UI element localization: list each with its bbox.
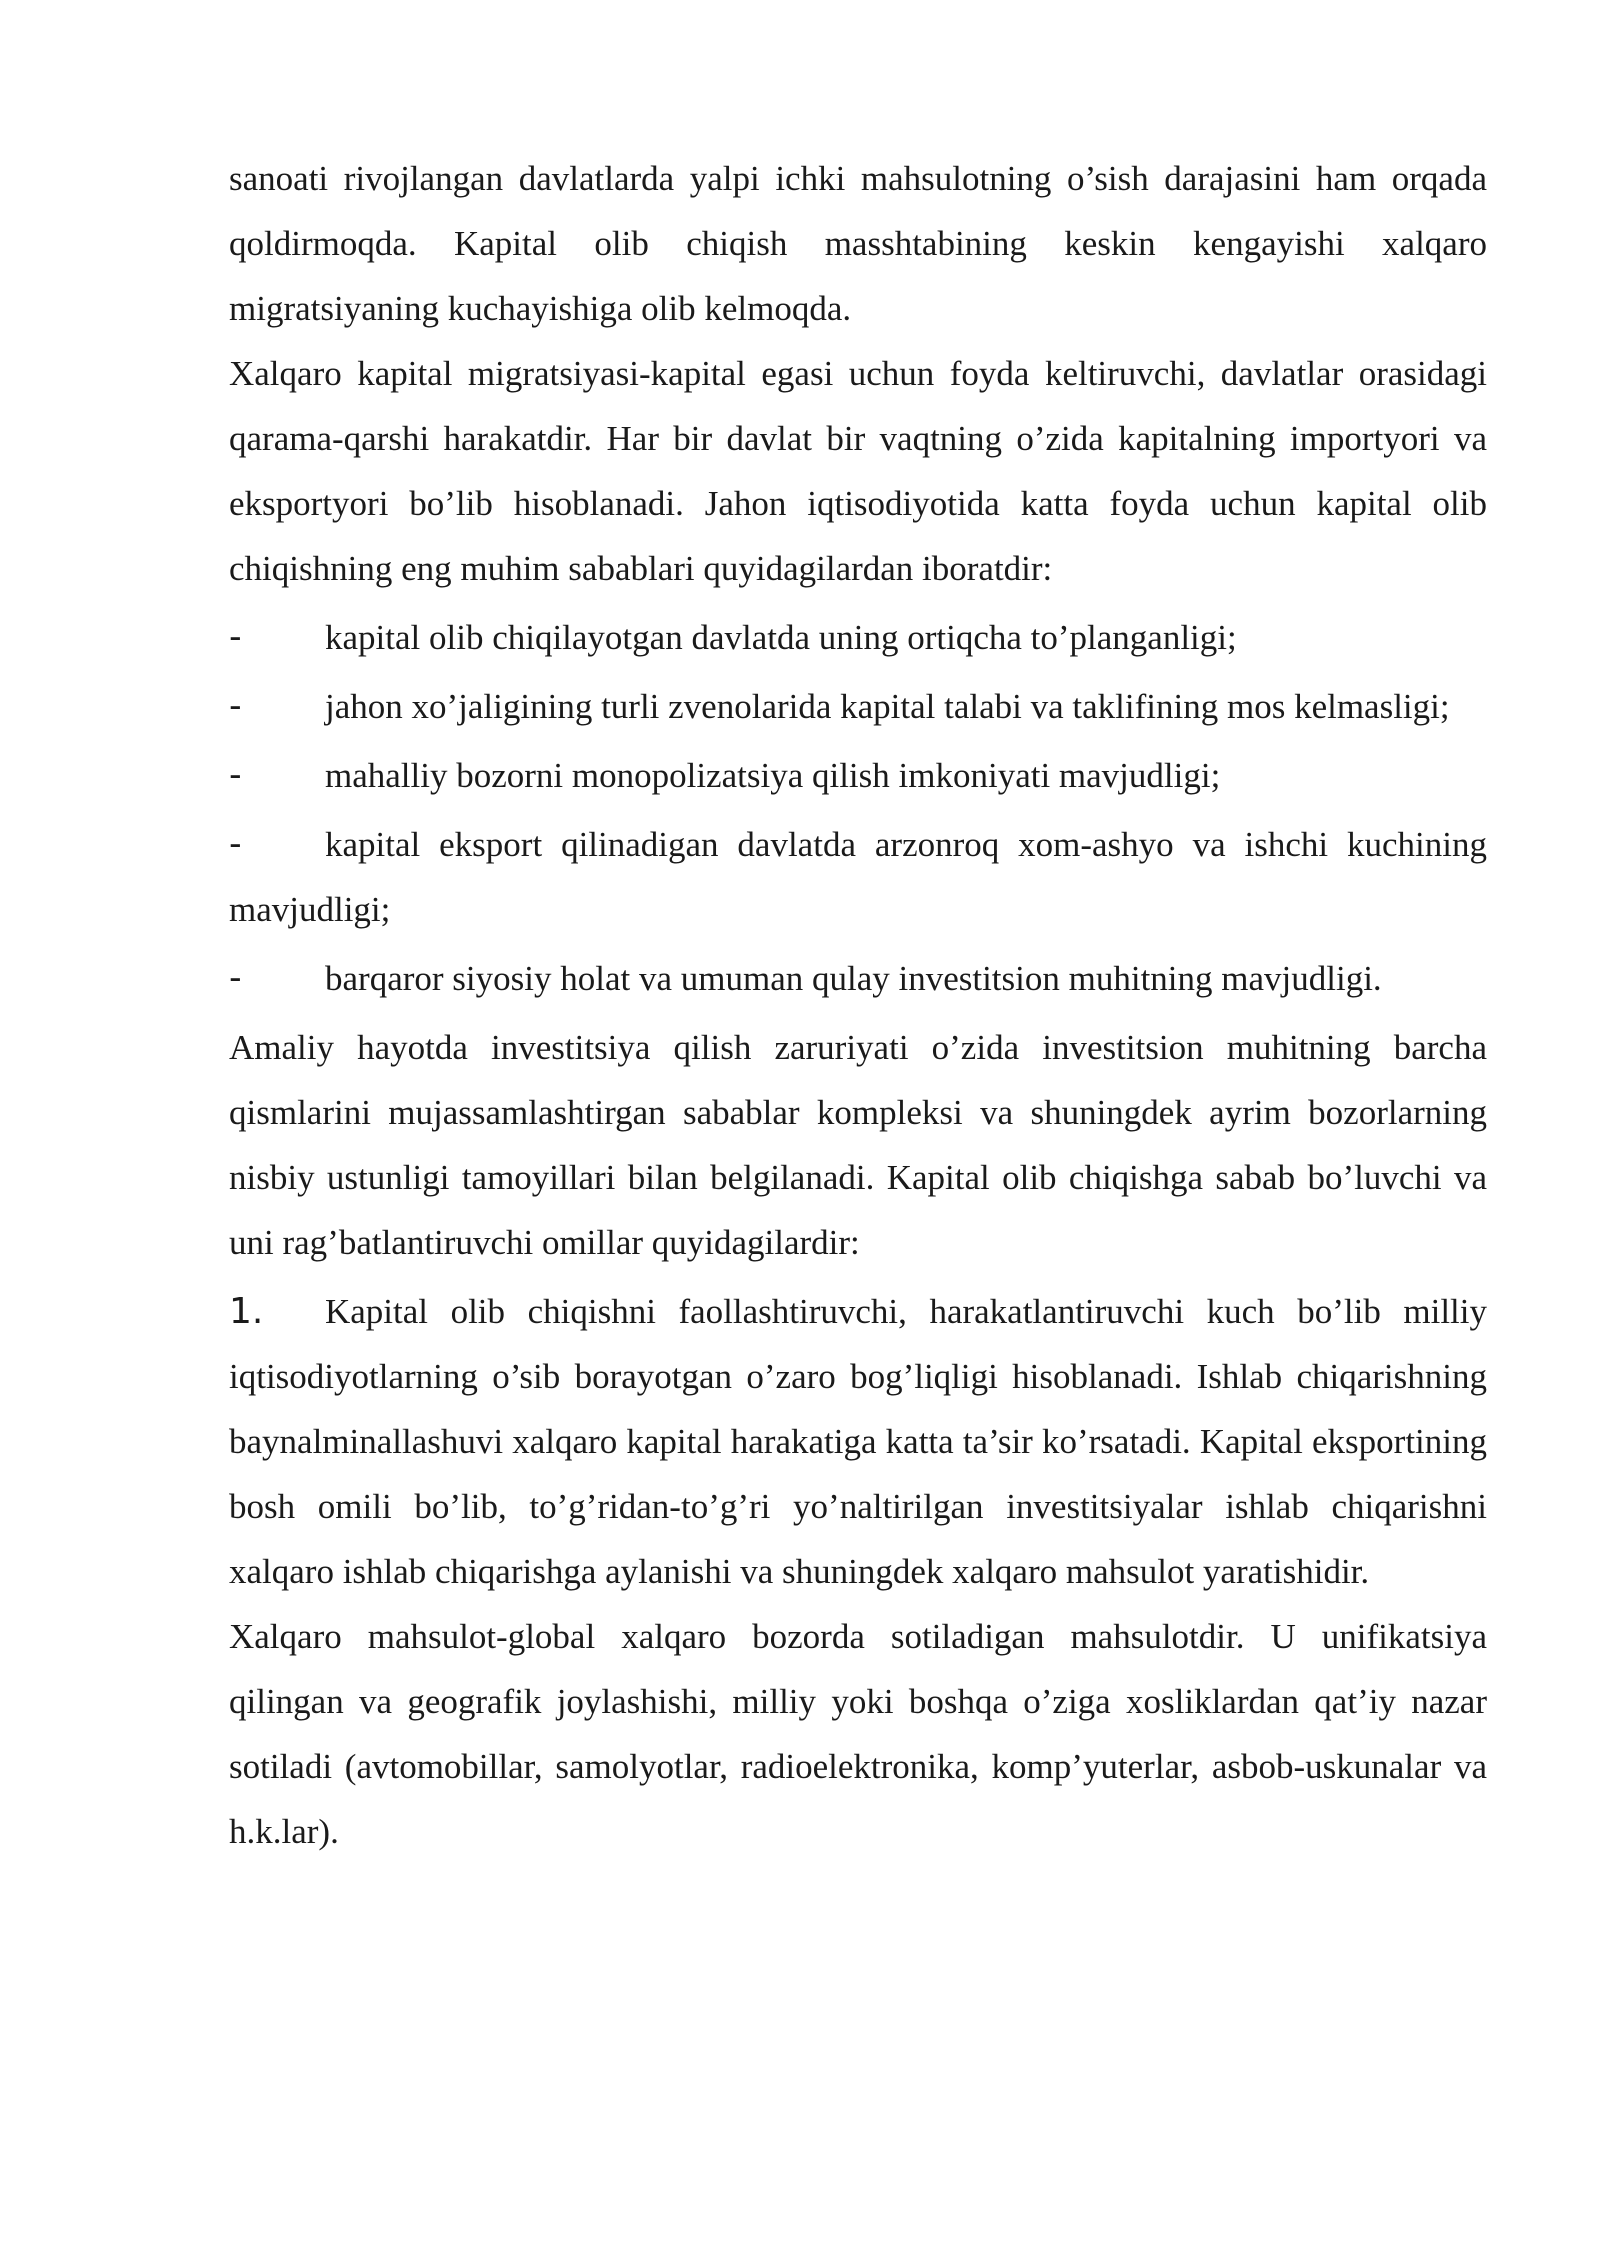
list-item <box>229 812 1487 942</box>
list-item <box>229 674 1487 739</box>
paragraph-intro: sanoati rivojlangan davlatlarda yalpi ichki mahsulotning o’sish darajasini ham orqada qoldirmoqda. Kapital olib chiqish masshtabining keskin kengayishi xalqaro migratsiyaning kuchayishiga olib kelmoqda. <box>229 159 1487 328</box>
numbered-item <box>229 1279 1487 1604</box>
dash-bullet: - <box>229 617 242 657</box>
dash-bullet: - <box>229 686 242 726</box>
list-item-text: jahon xo’jaligining turli zvenolarida kapital talabi va taklifining mos kelmasligi; <box>325 687 1450 726</box>
list-item-text: kapital eksport qilinadigan davlatda arzonroq xom-ashyo va ishchi kuchining mavjudligi; <box>229 825 1487 929</box>
paragraph-capital-migration: Xalqaro kapital migratsiyasi-kapital egasi uchun foyda keltiruvchi, davlatlar orasidagi qarama-qarshi harakatdir. Har bir davlat bir vaqtning o’zida kapitalning importyori va eksportyori bo’lib hisoblanadi. Jahon iqtisodiyotida katta foyda uchun kapital olib chiqishning eng muhim sabablari quyidagilardan iboratdir: <box>229 354 1487 588</box>
list-item-text: mahalliy bozorni monopolizatsiya qilish imkoniyati mavjudligi; <box>325 756 1221 795</box>
list-item <box>229 605 1487 670</box>
dash-bullet: - <box>229 958 242 998</box>
dash-bullet: - <box>229 755 242 795</box>
list-number: 1. <box>229 1291 264 1332</box>
paragraph-international-product: Xalqaro mahsulot-global xalqaro bozorda sotiladigan mahsulotdir. U unifikatsiya qilingan va geografik joylashishi, milliy yoki boshqa o’ziga xosliklardan qat’iy nazar sotiladi (avtomobillar, samolyotlar, radioelektronika, komp’yuterlar, asbob-uskunalar va h.k.lar). <box>229 1617 1487 1851</box>
paragraph-investment-climate: Amaliy hayotda investitsiya qilish zaruriyati o’zida investitsion muhitning barcha qismlarini mujassamlashtirgan sabablar kompleksi va shuningdek ayrim bozorlarning nisbiy ustunligi tamoyillari bilan belgilanadi. Kapital olib chiqishga sabab bo’luvchi va uni rag’batlantiruvchi omillar quyidagilardir: <box>229 1028 1487 1262</box>
list-item-text: barqaror siyosiy holat va umuman qulay investitsion muhitning mavjudligi. <box>325 959 1382 998</box>
numbered-item-text: Kapital olib chiqishni faollashtiruvchi, harakatlantiruvchi kuch bo’lib milliy iqtisodiyotlarning o’sib borayotgan o’zaro bog’liqligi hisoblanadi. Ishlab chiqarishning baynalminallashuvi xalqaro kapital harakatiga katta ta’sir ko’rsatadi. Kapital eksportining bosh omili bo’lib, to’g’ridan-to’g’ri yo’naltirilgan investitsiyalar ishlab chiqarishni xalqaro ishlab chiqarishga aylanishi va shuningdek xalqaro mahsulot yaratishidir. <box>229 1292 1487 1591</box>
list-item-text: kapital olib chiqilayotgan davlatda uning ortiqcha to’planganligi; <box>325 618 1237 657</box>
list-item <box>229 946 1487 1011</box>
document-page <box>229 146 1487 1864</box>
list-item <box>229 743 1487 808</box>
dash-bullet: - <box>229 824 242 864</box>
